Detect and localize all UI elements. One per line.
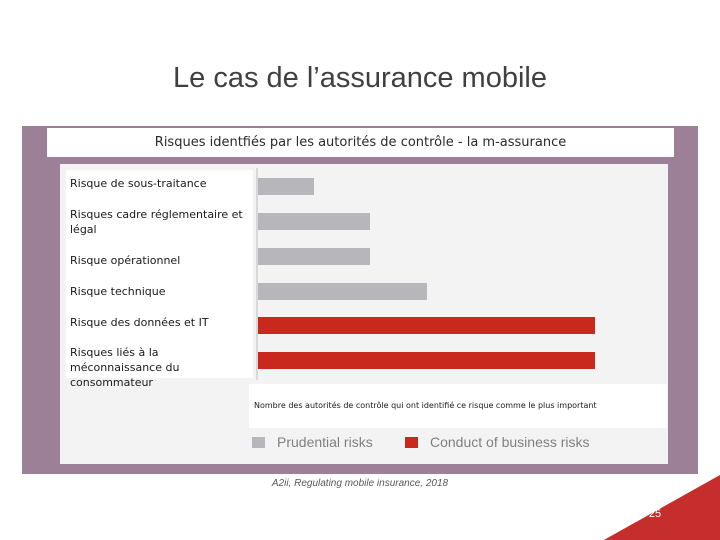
category-label: Risques liés à la méconnaissance du consommateur [70, 346, 180, 389]
category-axis [256, 168, 258, 380]
bar [258, 178, 314, 195]
slide-title: Le cas de l’assurance mobile [173, 62, 547, 94]
category-label: Risques cadre réglementaire et légal [70, 208, 243, 236]
legend-label-prudential: Prudential risks [277, 434, 373, 450]
category-label: Risque de sous-traitance [70, 177, 207, 190]
bar [258, 317, 595, 334]
x-axis-label: Nombre des autorités de contrôle qui ont identifié ce risque comme le plus important [254, 401, 597, 410]
legend-swatch-prudential [252, 437, 265, 448]
category-label: Risque opérationnel [70, 254, 181, 267]
bar [258, 283, 427, 300]
legend-swatch-conduct [405, 437, 418, 448]
bar [258, 213, 370, 230]
category-label: Risque technique [70, 285, 166, 298]
category-label: Risque des données et IT [70, 316, 209, 329]
chart-title: Risques identfiés par les autorités de contrôle - la m-assurance [47, 128, 674, 157]
bar [258, 248, 370, 265]
source-citation: A2ii, Regulating mobile insurance, 2018 [271, 478, 449, 489]
legend-item-prudential [252, 432, 373, 452]
page-number: 25 [648, 508, 662, 520]
legend-label-conduct: Conduct of business risks [430, 434, 590, 450]
bar [258, 352, 595, 369]
legend-item-conduct [405, 432, 590, 452]
